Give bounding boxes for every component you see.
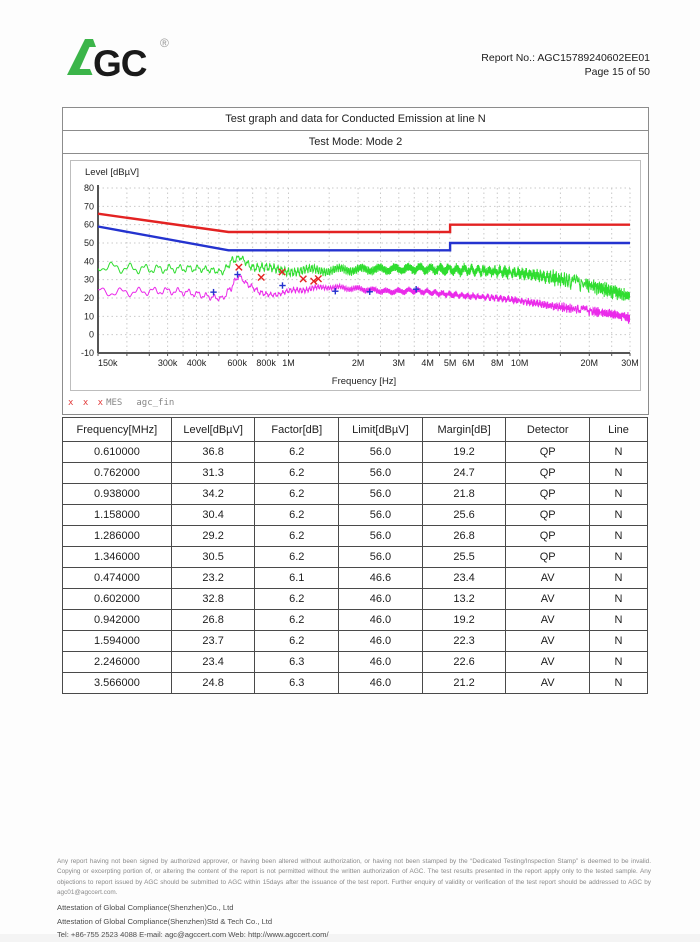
company-line-1: Attestation of Global Compliance(Shenzhen)Co., Ltd: [57, 903, 234, 912]
table-cell: 1.346000: [63, 547, 172, 568]
table-cell: QP: [506, 547, 590, 568]
table-cell: AV: [506, 631, 590, 652]
table-cell: 23.2: [171, 568, 255, 589]
table-row: [63, 442, 648, 463]
table-cell: 25.5: [422, 547, 506, 568]
table-cell: 46.0: [339, 652, 423, 673]
table-cell: N: [590, 463, 648, 484]
table-cell: N: [590, 568, 648, 589]
table-cell: 6.2: [255, 631, 339, 652]
table-cell: QP: [506, 505, 590, 526]
svg-text:Level [dBµV]: Level [dBµV]: [85, 167, 140, 178]
column-header: Factor[dB]: [255, 418, 339, 442]
column-header: Level[dBµV]: [171, 418, 255, 442]
table-cell: 6.2: [255, 484, 339, 505]
table-cell: 6.2: [255, 526, 339, 547]
table-cell: 13.2: [422, 589, 506, 610]
column-header: Detector: [506, 418, 590, 442]
table-cell: 36.8: [171, 442, 255, 463]
svg-text:30M: 30M: [621, 358, 639, 368]
table-cell: 6.2: [255, 463, 339, 484]
table-header-row: [63, 418, 648, 442]
chart-container: [63, 154, 648, 391]
table-cell: 6.3: [255, 652, 339, 673]
svg-text:80: 80: [83, 183, 94, 193]
table-cell: 31.3: [171, 463, 255, 484]
svg-text:3M: 3M: [392, 358, 406, 368]
table-cell: 0.942000: [63, 610, 172, 631]
table-cell: 6.2: [255, 547, 339, 568]
table-cell: N: [590, 610, 648, 631]
table-cell: 19.2: [422, 442, 506, 463]
svg-text:20: 20: [83, 293, 94, 303]
table-cell: 22.3: [422, 631, 506, 652]
table-cell: 46.0: [339, 673, 423, 694]
table-cell: 24.7: [422, 463, 506, 484]
table-cell: 0.938000: [63, 484, 172, 505]
table-cell: N: [590, 652, 648, 673]
table-cell: 56.0: [339, 547, 423, 568]
table-cell: AV: [506, 610, 590, 631]
table-cell: 1.158000: [63, 505, 172, 526]
table-cell: 23.4: [422, 568, 506, 589]
table-cell: 34.2: [171, 484, 255, 505]
table-cell: 46.0: [339, 589, 423, 610]
legend-x-marks-icon: x x x: [68, 397, 106, 408]
svg-text:0: 0: [88, 329, 94, 340]
table-cell: 1.286000: [63, 526, 172, 547]
svg-text:40: 40: [83, 256, 94, 267]
svg-text:2M: 2M: [351, 358, 365, 368]
svg-text:50: 50: [83, 238, 94, 248]
svg-text:Frequency [Hz]: Frequency [Hz]: [331, 376, 397, 387]
table-cell: 26.8: [422, 526, 506, 547]
table-cell: 26.8: [171, 610, 255, 631]
svg-text:400k: 400k: [186, 358, 207, 368]
table-row: [63, 547, 648, 568]
disclaimer-text: Any report having not been signed by authorized approver, or having been altered without authorization, or having not been stamped by the “Dedicated Testing/Inspection Stamp” is deemed to be invalid. Copying or excerpting portion of, or altering the content of the report is not permitted without the written authorization of AGC. The test results presented in the report apply only to the tested sample. Any objections to report issued by AGC should be submitted to AGC within 15days after the issuance of the test report. Further enquiry of validity or verification of the test report should be addressed to AGC by agc01@agccert.com.: [57, 858, 651, 896]
table-row: [63, 463, 648, 484]
table-cell: 6.1: [255, 568, 339, 589]
table-row: [63, 568, 648, 589]
table-cell: N: [590, 631, 648, 652]
table-cell: AV: [506, 652, 590, 673]
table-cell: 3.566000: [63, 673, 172, 694]
legend-trace-name: MES: [106, 397, 123, 408]
table-cell: QP: [506, 463, 590, 484]
table-cell: 0.610000: [63, 442, 172, 463]
report-info: [481, 51, 650, 79]
table-cell: 6.2: [255, 589, 339, 610]
table-cell: 1.594000: [63, 631, 172, 652]
table-cell: N: [590, 673, 648, 694]
test-mode-row: Test Mode: Mode 2: [63, 131, 648, 154]
company-info: [57, 901, 651, 942]
svg-text:10: 10: [83, 311, 94, 322]
table-row: [63, 631, 648, 652]
table-cell: 24.8: [171, 673, 255, 694]
column-header: Line: [590, 418, 648, 442]
table-cell: AV: [506, 589, 590, 610]
svg-text:6M: 6M: [462, 358, 475, 368]
table-cell: 6.2: [255, 442, 339, 463]
svg-text:600k: 600k: [227, 358, 247, 368]
table-row: [63, 652, 648, 673]
table-row: [63, 610, 648, 631]
table-cell: 46.0: [339, 610, 423, 631]
table-row: [63, 505, 648, 526]
table-row: [63, 484, 648, 505]
svg-text:8M: 8M: [491, 358, 504, 368]
table-cell: 6.2: [255, 505, 339, 526]
svg-text:20M: 20M: [580, 358, 599, 368]
logo-letters: GC: [93, 43, 147, 84]
table-cell: 30.4: [171, 505, 255, 526]
emission-chart: [70, 160, 641, 391]
table-cell: 19.2: [422, 610, 506, 631]
emission-chart-svg: [71, 161, 640, 390]
table-cell: 21.8: [422, 484, 506, 505]
table-cell: AV: [506, 568, 590, 589]
svg-text:800k: 800k: [256, 358, 276, 368]
table-cell: N: [590, 484, 648, 505]
svg-text:70: 70: [83, 201, 94, 212]
table-cell: N: [590, 547, 648, 568]
table-cell: 56.0: [339, 526, 423, 547]
measurement-table: [62, 417, 648, 694]
svg-text:4M: 4M: [421, 358, 434, 368]
svg-text:30: 30: [83, 274, 94, 285]
table-cell: 0.762000: [63, 463, 172, 484]
table-cell: 32.8: [171, 589, 255, 610]
column-header: Frequency[MHz]: [63, 418, 172, 442]
table-cell: QP: [506, 442, 590, 463]
table-cell: 21.2: [422, 673, 506, 694]
table-row: [63, 526, 648, 547]
table-cell: N: [590, 442, 648, 463]
table-cell: QP: [506, 526, 590, 547]
report-number: Report No.: AGC15789240602EE01: [481, 52, 650, 64]
table-cell: 30.5: [171, 547, 255, 568]
table-cell: 22.6: [422, 652, 506, 673]
table-row: [63, 589, 648, 610]
table-cell: 56.0: [339, 463, 423, 484]
legend-file-name: agc_fin: [136, 397, 175, 408]
table-cell: 46.6: [339, 568, 423, 589]
svg-text:10M: 10M: [510, 358, 529, 368]
table-cell: N: [590, 526, 648, 547]
table-cell: N: [590, 505, 648, 526]
column-header: Margin[dB]: [422, 418, 506, 442]
table-cell: N: [590, 589, 648, 610]
table-cell: AV: [506, 673, 590, 694]
table-cell: 29.2: [171, 526, 255, 547]
svg-text:300k: 300k: [157, 358, 178, 368]
logo-registered-icon: ®: [160, 36, 169, 50]
agc-logo: [63, 33, 173, 85]
page-number: Page 15 of 50: [584, 66, 650, 79]
table-cell: 0.602000: [63, 589, 172, 610]
table-cell: 0.474000: [63, 568, 172, 589]
chart-legend: [63, 391, 648, 414]
table-cell: 25.6: [422, 505, 506, 526]
table-cell: 56.0: [339, 484, 423, 505]
svg-text:60: 60: [83, 219, 94, 230]
table-cell: 56.0: [339, 505, 423, 526]
panel-title: Test graph and data for Conducted Emission at line N: [63, 108, 648, 131]
column-header: Limit[dBµV]: [339, 418, 423, 442]
table-cell: 56.0: [339, 442, 423, 463]
svg-text:-10: -10: [80, 348, 94, 358]
table-cell: 6.3: [255, 673, 339, 694]
table-row: [63, 673, 648, 694]
table-cell: 23.4: [171, 652, 255, 673]
company-contact: Tel: +86-755 2523 4088 E-mail: agc@agccert.com Web: http://www.agccert.com/: [57, 930, 329, 940]
svg-text:150k: 150k: [98, 358, 118, 368]
table-cell: 46.0: [339, 631, 423, 652]
test-result-panel: [62, 107, 649, 415]
table-cell: 6.2: [255, 610, 339, 631]
table-cell: 23.7: [171, 631, 255, 652]
company-line-2: Attestation of Global Compliance(Shenzhen)Std & Tech Co., Ltd: [57, 916, 273, 926]
table-cell: 2.246000: [63, 652, 172, 673]
logo-triangle-icon: [67, 39, 96, 75]
svg-text:5M: 5M: [443, 358, 457, 368]
svg-text:1M: 1M: [282, 358, 295, 368]
table-cell: QP: [506, 484, 590, 505]
